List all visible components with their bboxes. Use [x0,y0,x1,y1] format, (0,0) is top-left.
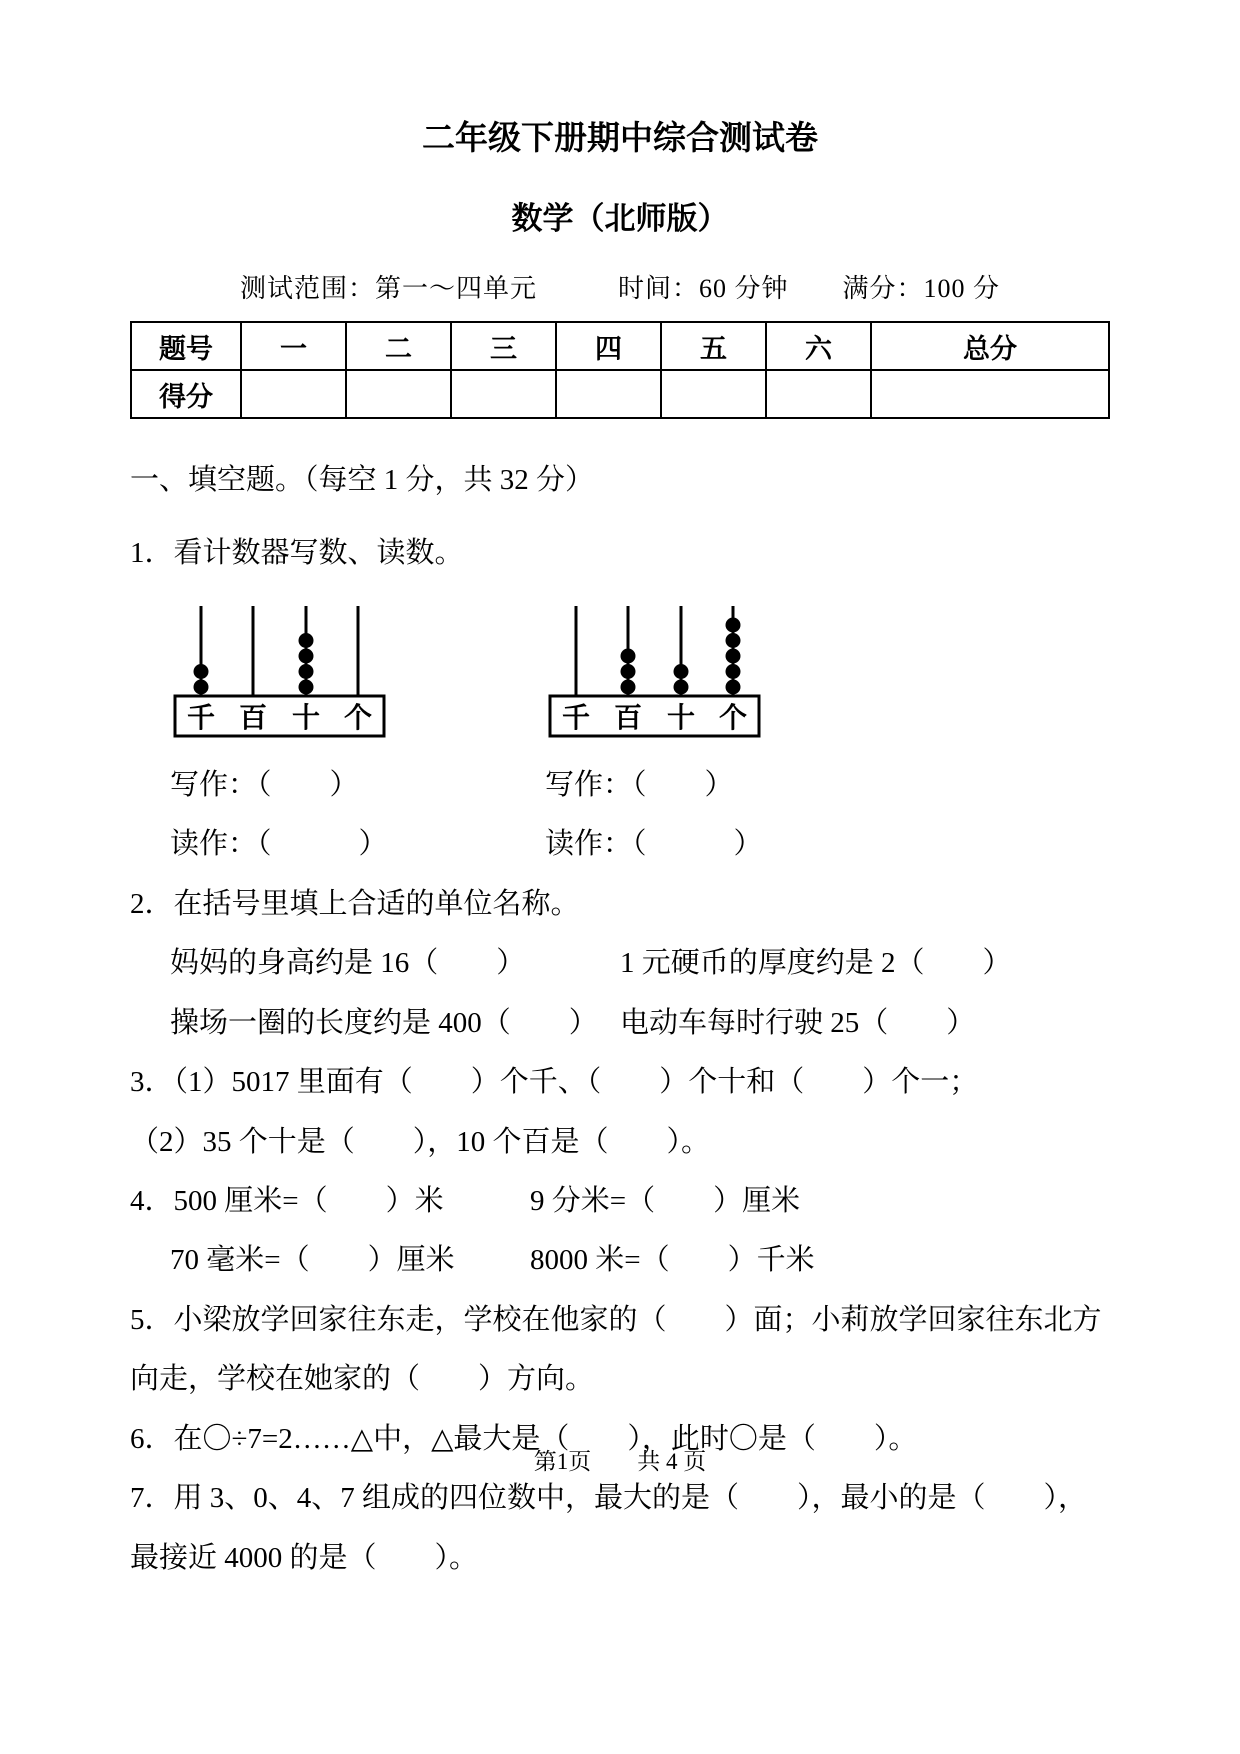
score-table-header-cell: 五 [661,322,766,370]
svg-text:十: 十 [291,702,321,734]
svg-text:千: 千 [186,702,216,734]
question-1-text: 1．看计数器写数、读数。 [130,537,464,570]
abacus-right [547,604,762,742]
score-blank-cell [346,370,451,418]
score-table [130,321,1110,419]
question-1-write-row [130,756,1110,815]
score-table-header-cell: 总分 [871,322,1109,370]
q4-line2-left: 70 毫米=（ ）厘米 [170,1244,455,1277]
question-3-line-2: （2）35 个十是（ ），10 个百是（ ）。 [130,1125,711,1158]
score-table-header-cell: 一 [241,322,346,370]
page-title: 二年级下册期中综合测试卷 [422,119,818,156]
score-blank-cell [556,370,661,418]
score-blank-cell [766,370,871,418]
svg-text:千: 千 [561,702,591,734]
score-table-header-cell: 二 [346,322,451,370]
score-table-header-cell: 三 [451,322,556,370]
question-2-line-1 [130,934,1110,993]
q2-line1-right: 1 元硬币的厚度约是 2（ ） [620,947,1012,980]
q4-line1-right: 9 分米=（ ）厘米 [530,1184,801,1217]
svg-text:个: 个 [343,702,373,734]
q2-line1-left: 妈妈的身高约是 16（ ） [170,947,526,980]
question-7-text: 7．用 3、0、4、7 组成的四位数中，最大的是（ ），最小的是（ ），最接近 4000 的是（ ）。 [130,1482,1088,1574]
svg-text:百: 百 [238,702,268,734]
svg-text:百: 百 [613,702,643,734]
question-6-text: 6．在〇÷7=2……△中，△最大是（ ），此时〇是（ ）。 [130,1422,918,1455]
abacus-row [130,604,1110,742]
score-row-label: 得分 [131,370,241,418]
abacus-left [172,604,387,742]
question-5-text: 5．小梁放学回家往东走，学校在他家的（ ）面；小莉放学回家往东北方向走，学校在她家的（ ）方向。 [130,1303,1102,1396]
score-blank-cell [871,370,1109,418]
read-as-right: 读作：（ ） [545,828,763,861]
svg-text:个: 个 [718,702,748,734]
question-4-line-2 [130,1231,1110,1290]
question-4-line-1 [130,1172,1110,1231]
score-table-header-cell: 四 [556,322,661,370]
test-meta-line: 测试范围：第一～四单元 时间：60 分钟 满分：100 分 [239,274,1000,303]
q4-line1-left: 4．500 厘米=（ ）米 [130,1184,444,1217]
section-one-heading: 一、填空题。（每空 1 分，共 32 分） [130,464,595,496]
score-blank-cell [661,370,766,418]
question-1-read-row [130,815,1110,874]
q2-line2-left: 操场一圈的长度约是 400（ ） [170,1006,598,1039]
score-table-header-row [131,322,1109,370]
score-table-score-row [131,370,1109,418]
read-as-left: 读作：（ ） [170,828,388,861]
score-table-header-cell: 题号 [131,322,241,370]
score-blank-cell [451,370,556,418]
write-as-left: 写作：（ ） [170,768,359,801]
question-3-line-1: 3．（1）5017 里面有（ ）个千、（ ）个十和（ ）个一； [130,1066,979,1099]
question-2-line-2 [130,994,1110,1053]
q4-line2-right: 8000 米=（ ）千米 [530,1244,815,1277]
score-table-header-cell: 六 [766,322,871,370]
q2-line2-right: 电动车每时行驶 25（ ） [620,1006,976,1039]
score-blank-cell [241,370,346,418]
question-2-text: 2．在括号里填上合适的单位名称。 [130,887,580,920]
write-as-right: 写作：（ ） [545,768,734,801]
svg-text:十: 十 [666,702,696,734]
page-subtitle: 数学（北师版） [511,201,729,236]
page-footer: 第1页 共 4 页 [533,1449,707,1474]
